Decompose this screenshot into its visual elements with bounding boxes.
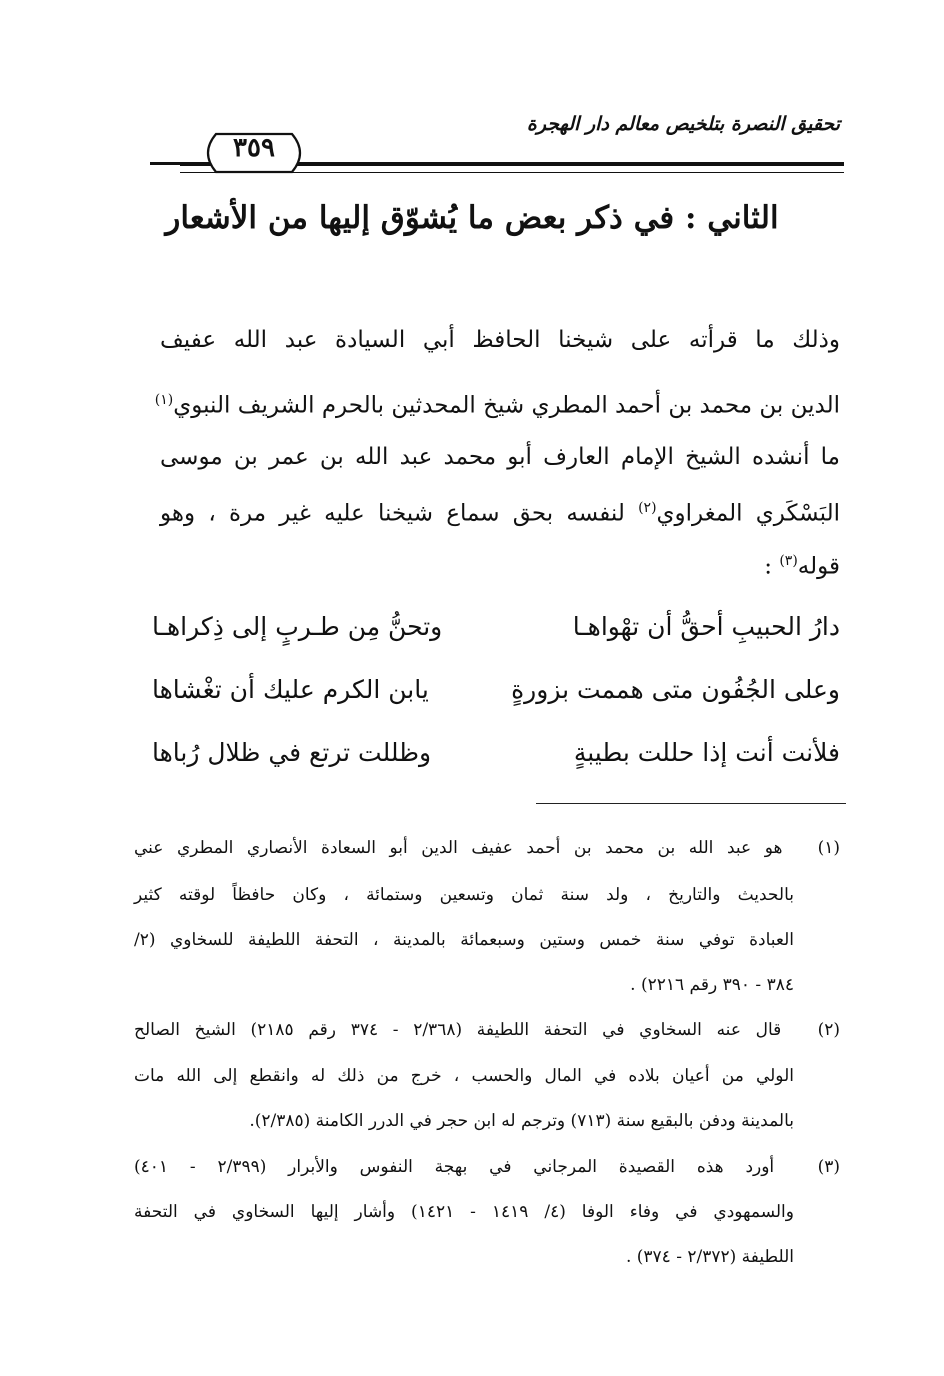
footnote-line: الولي من أعيان بلاده في المال والحسب ، خرج من ذلك له وانقطع إلى الله مات — [134, 1066, 794, 1086]
footnote-line — [134, 1020, 840, 1040]
footnote-ref: (١) — [154, 392, 174, 408]
footnote-line: والسمهودي في وفاء الوفا (٤/ ١٤١٩ - ١٤٢١) وأشار إليها السخاوي في التحفة — [134, 1202, 794, 1222]
prose-line — [160, 500, 840, 527]
verse-first-hemistich: دارُ الحبيبِ أحقُّ أن تهْواهـا — [572, 612, 840, 641]
chapter-title: الثاني : في ذكر بعض ما يُشوّق إليها من الأشعار — [165, 200, 779, 236]
footnote-line — [134, 1157, 840, 1177]
footnote-line: ٣٨٤ - ٣٩٠ رقم ٢٢١٦) . — [630, 975, 794, 995]
verse-second-hemistich: وظللت ترتع في ظلال رُباها — [152, 738, 432, 767]
footnote-ref: (٣) — [779, 553, 798, 569]
prose-text: : — [764, 553, 772, 580]
verse-first-hemistich: وعلى الجُفُون متى هممت بزورةٍ — [511, 675, 840, 704]
prose-line: وذلك ما قرأته على شيخنا الحافظ أبي السيادة عبد الله عفيف — [160, 327, 840, 353]
footnote-line — [134, 838, 840, 858]
footnote-number: (١) — [817, 838, 841, 858]
page-number: ٣٥٩ — [233, 133, 275, 163]
verse-first-hemistich: فلأنت أنت إذا حللت بطيبةٍ — [573, 738, 840, 767]
prose-text: قوله — [797, 553, 840, 580]
footnote-text: أورد هذه القصيدة المرجاني في بهجة النفوس والأبرار (٢/٣٩٩ - ٤٠١) — [134, 1157, 775, 1177]
header-rule-stub — [150, 162, 200, 165]
footnote-separator — [536, 803, 846, 804]
prose-text: لنفسه بحق سماع شيخنا عليه غير مرة ، وهو — [160, 500, 625, 527]
footnote-number: (٢) — [817, 1020, 840, 1040]
verse-second-hemistich: وتحنُّ مِن طـربٍ إلى ذِكراهـا — [152, 612, 443, 641]
footnote-line: بالمدينة ودفن بالبقيع سنة (٧١٣) وترجم له ابن حجر في الدرر الكامنة (٢/٣٨٥). — [249, 1111, 794, 1131]
footnote-line: بالحديث والتاريخ ، ولد سنة ثمان وتسعين وستمائة ، وكان حافظاً لوقته كثير — [134, 885, 794, 905]
prose-line — [160, 553, 840, 580]
prose-text: الدين بن محمد بن أحمد المطري شيخ المحدثين بالحرم الشريف النبوي — [173, 392, 840, 419]
verse-second-hemistich: يابن الكرم عليك أن تغْشاها — [152, 675, 429, 704]
footnote-line: العبادة توفي سنة خمس وستين وسبعمائة بالمدينة ، التحفة اللطيفة للسخاوي (٢/ — [134, 930, 794, 950]
footnote-text: هو عبد الله بن محمد بن أحمد عفيف الدين أبو السعادة الأنصاري المطري عني — [134, 838, 783, 858]
footnote-line: اللطيفة (٢/٣٧٢ - ٣٧٤) . — [625, 1247, 794, 1267]
prose-line — [154, 392, 840, 419]
prose-text: البَسْكَري المغراوي — [656, 500, 841, 527]
footnote-number: (٣) — [817, 1157, 840, 1177]
footnote-text: قال عنه السخاوي في التحفة اللطيفة (٢/٣٦٨ - ٣٧٤ رقم ٢١٨٥) الشيخ الصالح — [134, 1020, 782, 1040]
prose-line: ما أنشده الشيخ الإمام العارف أبو محمد عبد الله بن عمر بن موسى — [160, 444, 840, 470]
running-header-title: تحقيق النصرة بتلخيص معالم دار الهجرة — [526, 113, 840, 135]
footnote-ref: (٢) — [638, 500, 657, 516]
